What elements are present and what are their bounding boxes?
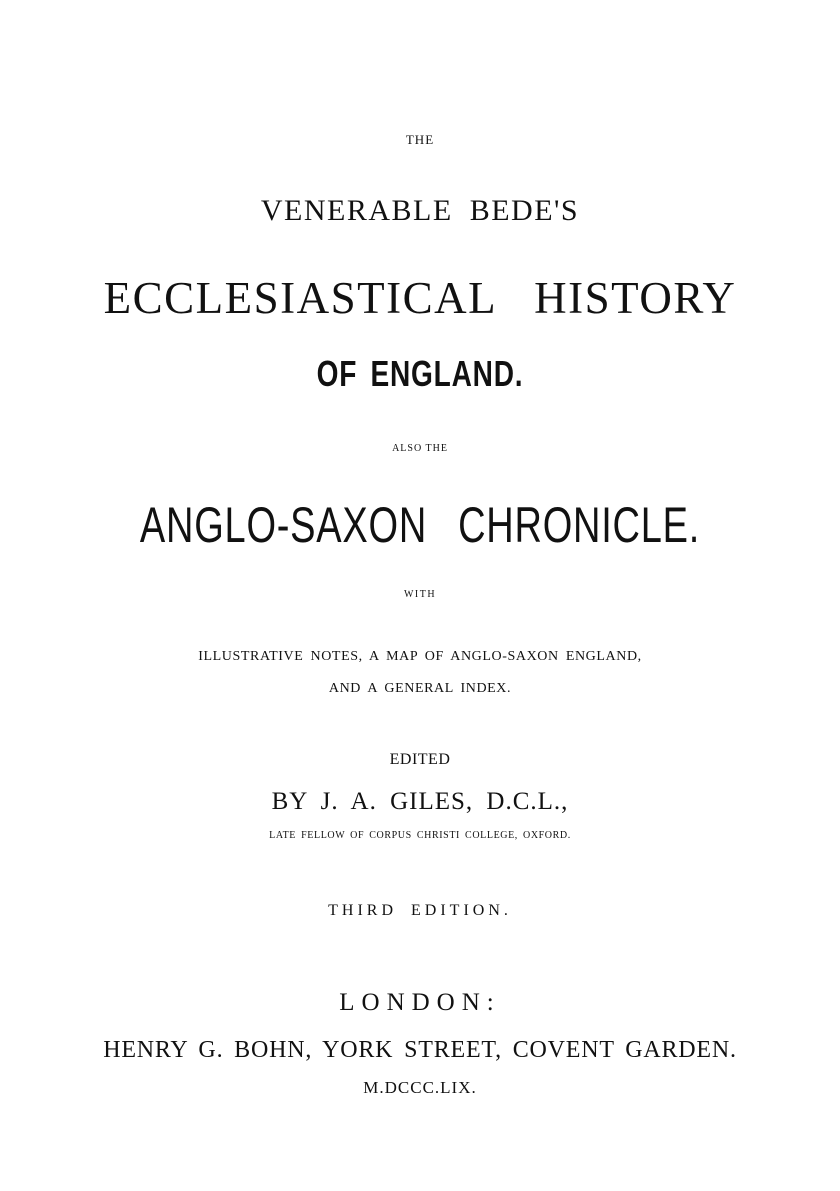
main-title: ECCLESIASTICAL HISTORY	[103, 273, 737, 323]
title-article: THE	[405, 132, 435, 147]
author-line: VENERABLE BEDE'S	[260, 194, 580, 227]
contents-description-line-2: AND A GENERAL INDEX.	[328, 681, 512, 696]
publisher-line: HENRY G. BOHN, YORK STREET, COVENT GARDEN.	[103, 1037, 737, 1063]
publication-city: LONDON:	[339, 989, 501, 1016]
also-the-label: ALSO THE	[392, 443, 448, 454]
with-label: WITH	[403, 589, 437, 600]
edited-label: EDITED	[389, 751, 451, 768]
main-title-continuation: OF ENGLAND.	[316, 353, 524, 394]
editor-affiliation: LATE FELLOW OF CORPUS CHRISTI COLLEGE, OXFORD.	[269, 830, 571, 841]
publication-year: M.DCCC.LIX.	[363, 1078, 477, 1097]
editor-name: BY J. A. GILES, D.C.L.,	[271, 788, 569, 815]
edition-statement: THIRD EDITION.	[328, 902, 512, 919]
subtitle: ANGLO-SAXON CHRONICLE.	[139, 497, 701, 553]
contents-description-line-1: ILLUSTRATIVE NOTES, A MAP OF ANGLO-SAXON ENGLAND,	[198, 649, 642, 664]
